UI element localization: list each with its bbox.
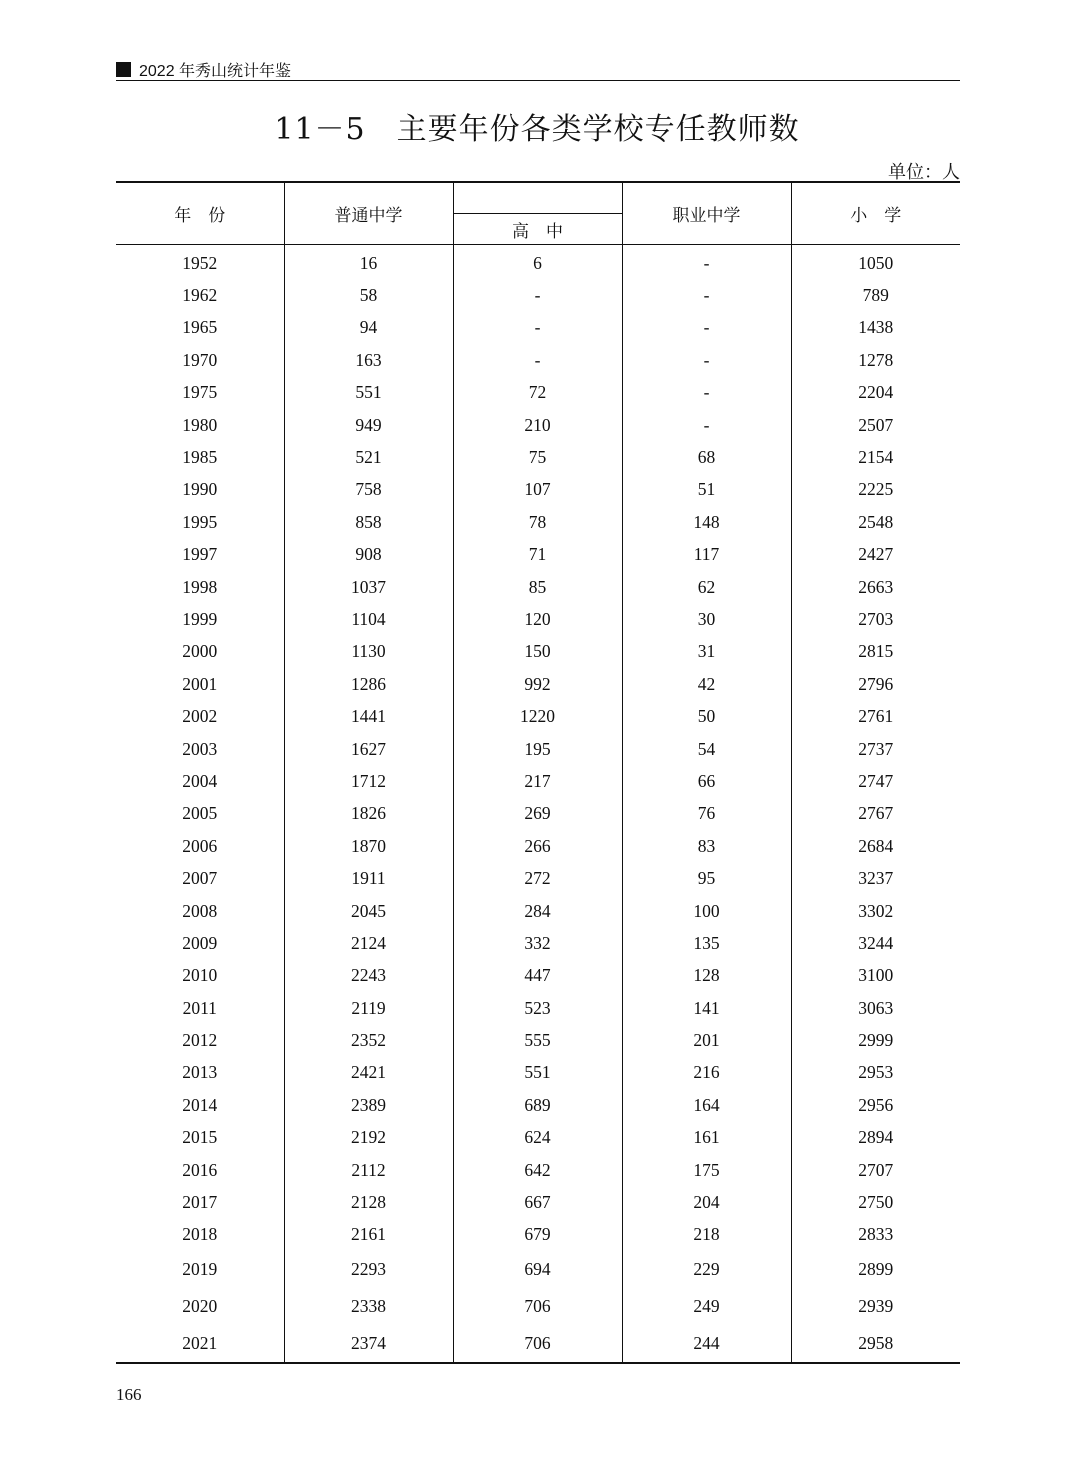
- table-row: [116, 1089, 960, 1121]
- primary-cell: 3100: [791, 960, 960, 992]
- col-header-primary: 小 学: [791, 182, 960, 245]
- header-rule: [116, 80, 960, 81]
- primary-cell: 1278: [791, 344, 960, 376]
- high-school-cell: 75: [453, 441, 622, 473]
- primary-cell: 2796: [791, 668, 960, 700]
- year-cell: 2002: [182, 706, 218, 727]
- table-row: [116, 474, 960, 506]
- year-cell: 1985: [182, 447, 218, 468]
- general-middle-cell: 2161: [284, 1219, 453, 1251]
- vocational-cell: 31: [622, 636, 791, 668]
- vocational-cell: 50: [622, 700, 791, 732]
- high-school-cell: 6: [453, 245, 622, 280]
- vocational-cell: 148: [622, 506, 791, 538]
- general-middle-cell: 1130: [284, 636, 453, 668]
- vocational-cell: -: [622, 377, 791, 409]
- general-middle-cell: 1037: [284, 571, 453, 603]
- primary-cell: 1050: [791, 245, 960, 280]
- primary-cell: 2767: [791, 798, 960, 830]
- general-middle-cell: 1286: [284, 668, 453, 700]
- general-middle-cell: 2338: [284, 1288, 453, 1325]
- table-body: [116, 245, 960, 1364]
- vocational-cell: -: [622, 279, 791, 311]
- table-row: [116, 1251, 960, 1288]
- vocational-cell: 128: [622, 960, 791, 992]
- header-square-icon: [116, 62, 131, 77]
- general-middle-cell: 1441: [284, 700, 453, 732]
- primary-cell: 1438: [791, 312, 960, 344]
- year-cell: 2018: [182, 1224, 218, 1245]
- high-school-cell: 272: [453, 862, 622, 894]
- general-middle-cell: 2352: [284, 1024, 453, 1056]
- high-school-cell: 706: [453, 1288, 622, 1325]
- vocational-cell: 95: [622, 862, 791, 894]
- table-row: [116, 862, 960, 894]
- primary-cell: 3063: [791, 992, 960, 1024]
- table-row: [116, 377, 960, 409]
- table-row: [116, 279, 960, 311]
- high-school-cell: 332: [453, 927, 622, 959]
- high-school-cell: -: [453, 279, 622, 311]
- vocational-cell: 164: [622, 1089, 791, 1121]
- primary-cell: 2939: [791, 1288, 960, 1325]
- table-row: [116, 344, 960, 376]
- table-row: [116, 636, 960, 668]
- high-school-cell: 120: [453, 603, 622, 635]
- high-school-cell: 217: [453, 765, 622, 797]
- vocational-cell: 135: [622, 927, 791, 959]
- general-middle-cell: 163: [284, 344, 453, 376]
- vocational-cell: 161: [622, 1122, 791, 1154]
- general-middle-cell: 908: [284, 539, 453, 571]
- year-cell: 2013: [182, 1062, 218, 1083]
- vocational-cell: 201: [622, 1024, 791, 1056]
- general-middle-cell: 1870: [284, 830, 453, 862]
- general-middle-cell: 58: [284, 279, 453, 311]
- high-school-cell: 269: [453, 798, 622, 830]
- vocational-cell: 76: [622, 798, 791, 830]
- high-school-cell: -: [453, 344, 622, 376]
- high-school-cell: 150: [453, 636, 622, 668]
- vocational-cell: 229: [622, 1251, 791, 1288]
- primary-cell: 2833: [791, 1219, 960, 1251]
- table-row: [116, 765, 960, 797]
- high-school-cell: 624: [453, 1122, 622, 1154]
- col-header-spacer: [453, 182, 622, 214]
- primary-cell: 2958: [791, 1325, 960, 1363]
- general-middle-cell: 2293: [284, 1251, 453, 1288]
- high-school-cell: 107: [453, 474, 622, 506]
- table-row: [116, 1154, 960, 1186]
- year-cell: 1965: [182, 317, 218, 338]
- high-school-cell: 447: [453, 960, 622, 992]
- high-school-cell: 78: [453, 506, 622, 538]
- high-school-cell: 85: [453, 571, 622, 603]
- table-row: [116, 1288, 960, 1325]
- primary-cell: 2427: [791, 539, 960, 571]
- general-middle-cell: 1627: [284, 733, 453, 765]
- year-cell: 1952: [182, 252, 218, 273]
- vocational-cell: 244: [622, 1325, 791, 1363]
- year-cell: 1975: [182, 382, 218, 403]
- general-middle-cell: 2421: [284, 1057, 453, 1089]
- general-middle-cell: 94: [284, 312, 453, 344]
- primary-cell: 2815: [791, 636, 960, 668]
- high-school-cell: 694: [453, 1251, 622, 1288]
- vocational-cell: 68: [622, 441, 791, 473]
- table-row: [116, 1325, 960, 1363]
- primary-cell: 2663: [791, 571, 960, 603]
- year-cell: 1970: [182, 349, 218, 370]
- vocational-cell: 83: [622, 830, 791, 862]
- general-middle-cell: 1712: [284, 765, 453, 797]
- year-cell: 2010: [182, 965, 218, 986]
- general-middle-cell: 1911: [284, 862, 453, 894]
- high-school-cell: 210: [453, 409, 622, 441]
- primary-cell: 2548: [791, 506, 960, 538]
- vocational-cell: 62: [622, 571, 791, 603]
- table-row: [116, 245, 960, 280]
- table-row: [116, 539, 960, 571]
- year-cell: 2005: [182, 803, 218, 824]
- high-school-cell: -: [453, 312, 622, 344]
- general-middle-cell: 2045: [284, 895, 453, 927]
- running-header: [116, 58, 291, 81]
- running-header-text: 2022 年秀山统计年鉴: [139, 63, 292, 80]
- general-middle-cell: 2119: [284, 992, 453, 1024]
- high-school-cell: 667: [453, 1186, 622, 1218]
- vocational-cell: -: [622, 409, 791, 441]
- year-cell: 1998: [182, 576, 218, 597]
- general-middle-cell: 2192: [284, 1122, 453, 1154]
- table-row: [116, 798, 960, 830]
- vocational-cell: 30: [622, 603, 791, 635]
- high-school-cell: 195: [453, 733, 622, 765]
- general-middle-cell: 1826: [284, 798, 453, 830]
- year-cell: 2014: [182, 1094, 218, 1115]
- high-school-cell: 266: [453, 830, 622, 862]
- high-school-cell: 551: [453, 1057, 622, 1089]
- vocational-cell: -: [622, 245, 791, 280]
- year-cell: 1962: [182, 285, 218, 306]
- vocational-cell: 141: [622, 992, 791, 1024]
- unit-note: 单位：人: [888, 162, 960, 183]
- general-middle-cell: 2389: [284, 1089, 453, 1121]
- general-middle-cell: 758: [284, 474, 453, 506]
- year-cell: 2011: [182, 997, 217, 1018]
- high-school-cell: 642: [453, 1154, 622, 1186]
- year-cell: 1990: [182, 479, 218, 500]
- year-cell: 2012: [182, 1030, 218, 1051]
- table-row: [116, 312, 960, 344]
- general-middle-cell: 2374: [284, 1325, 453, 1363]
- high-school-cell: 72: [453, 377, 622, 409]
- table-row: [116, 992, 960, 1024]
- table-row: [116, 733, 960, 765]
- table-row: [116, 1219, 960, 1251]
- primary-cell: 2999: [791, 1024, 960, 1056]
- primary-cell: 3302: [791, 895, 960, 927]
- vocational-cell: 204: [622, 1186, 791, 1218]
- year-cell: 1997: [182, 544, 218, 565]
- primary-cell: 2225: [791, 474, 960, 506]
- high-school-cell: 992: [453, 668, 622, 700]
- col-header-high-school: 高 中: [453, 214, 622, 245]
- primary-cell: 2953: [791, 1057, 960, 1089]
- high-school-cell: 706: [453, 1325, 622, 1363]
- general-middle-cell: 2128: [284, 1186, 453, 1218]
- vocational-cell: 117: [622, 539, 791, 571]
- table-row: [116, 571, 960, 603]
- primary-cell: 2747: [791, 765, 960, 797]
- high-school-cell: 555: [453, 1024, 622, 1056]
- primary-cell: 2154: [791, 441, 960, 473]
- primary-cell: 2899: [791, 1251, 960, 1288]
- year-cell: 2020: [182, 1296, 218, 1317]
- vocational-cell: 218: [622, 1219, 791, 1251]
- year-cell: 1999: [182, 608, 218, 629]
- general-middle-cell: 1104: [284, 603, 453, 635]
- table-row: [116, 1186, 960, 1218]
- high-school-cell: 523: [453, 992, 622, 1024]
- general-middle-cell: 858: [284, 506, 453, 538]
- table-row: [116, 506, 960, 538]
- primary-cell: 2707: [791, 1154, 960, 1186]
- year-cell: 2003: [182, 738, 218, 759]
- year-cell: 2008: [182, 900, 218, 921]
- general-middle-cell: 2112: [284, 1154, 453, 1186]
- year-cell: 2016: [182, 1159, 218, 1180]
- vocational-cell: 216: [622, 1057, 791, 1089]
- year-cell: 2004: [182, 770, 218, 791]
- primary-cell: 2684: [791, 830, 960, 862]
- vocational-cell: 175: [622, 1154, 791, 1186]
- year-cell: 2006: [182, 835, 218, 856]
- high-school-cell: 1220: [453, 700, 622, 732]
- col-header-general-middle: 普通中学: [284, 182, 453, 245]
- table-row: [116, 1122, 960, 1154]
- general-middle-cell: 2124: [284, 927, 453, 959]
- general-middle-cell: 2243: [284, 960, 453, 992]
- teachers-table: [116, 181, 960, 1364]
- primary-cell: 3237: [791, 862, 960, 894]
- year-cell: 1980: [182, 414, 218, 435]
- vocational-cell: 249: [622, 1288, 791, 1325]
- general-middle-cell: 521: [284, 441, 453, 473]
- col-header-vocational: 职业中学: [622, 182, 791, 245]
- year-cell: 1995: [182, 511, 218, 532]
- vocational-cell: 54: [622, 733, 791, 765]
- col-header-year: 年 份: [116, 182, 284, 245]
- vocational-cell: 51: [622, 474, 791, 506]
- general-middle-cell: 551: [284, 377, 453, 409]
- teachers-table-container: [116, 181, 960, 1364]
- year-cell: 2007: [182, 868, 218, 889]
- table-row: [116, 441, 960, 473]
- primary-cell: 2204: [791, 377, 960, 409]
- primary-cell: 2737: [791, 733, 960, 765]
- vocational-cell: 42: [622, 668, 791, 700]
- general-middle-cell: 949: [284, 409, 453, 441]
- table-row: [116, 927, 960, 959]
- table-row: [116, 830, 960, 862]
- primary-cell: 2894: [791, 1122, 960, 1154]
- primary-cell: 2507: [791, 409, 960, 441]
- table-row: [116, 895, 960, 927]
- vocational-cell: -: [622, 312, 791, 344]
- year-cell: 2009: [182, 932, 218, 953]
- primary-cell: 2956: [791, 1089, 960, 1121]
- page-title: 11－5 主要年份各类学校专任教师数: [274, 112, 800, 147]
- high-school-cell: 689: [453, 1089, 622, 1121]
- vocational-cell: 66: [622, 765, 791, 797]
- vocational-cell: -: [622, 344, 791, 376]
- year-cell: 2015: [182, 1127, 218, 1148]
- vocational-cell: 100: [622, 895, 791, 927]
- table-row: [116, 960, 960, 992]
- table-row: [116, 668, 960, 700]
- year-cell: 2019: [182, 1259, 218, 1280]
- primary-cell: 2703: [791, 603, 960, 635]
- primary-cell: 2750: [791, 1186, 960, 1218]
- primary-cell: 789: [791, 279, 960, 311]
- primary-cell: 3244: [791, 927, 960, 959]
- year-cell: 2000: [182, 641, 218, 662]
- page-number: 166: [116, 1385, 142, 1404]
- year-cell: 2017: [182, 1192, 218, 1213]
- table-row: [116, 700, 960, 732]
- primary-cell: 2761: [791, 700, 960, 732]
- year-cell: 2001: [182, 673, 218, 694]
- high-school-cell: 679: [453, 1219, 622, 1251]
- high-school-cell: 71: [453, 539, 622, 571]
- high-school-cell: 284: [453, 895, 622, 927]
- year-cell: 2021: [116, 1325, 284, 1363]
- table-row: [116, 1024, 960, 1056]
- general-middle-cell: 16: [284, 245, 453, 280]
- table-row: [116, 1057, 960, 1089]
- table-row: [116, 409, 960, 441]
- table-row: [116, 603, 960, 635]
